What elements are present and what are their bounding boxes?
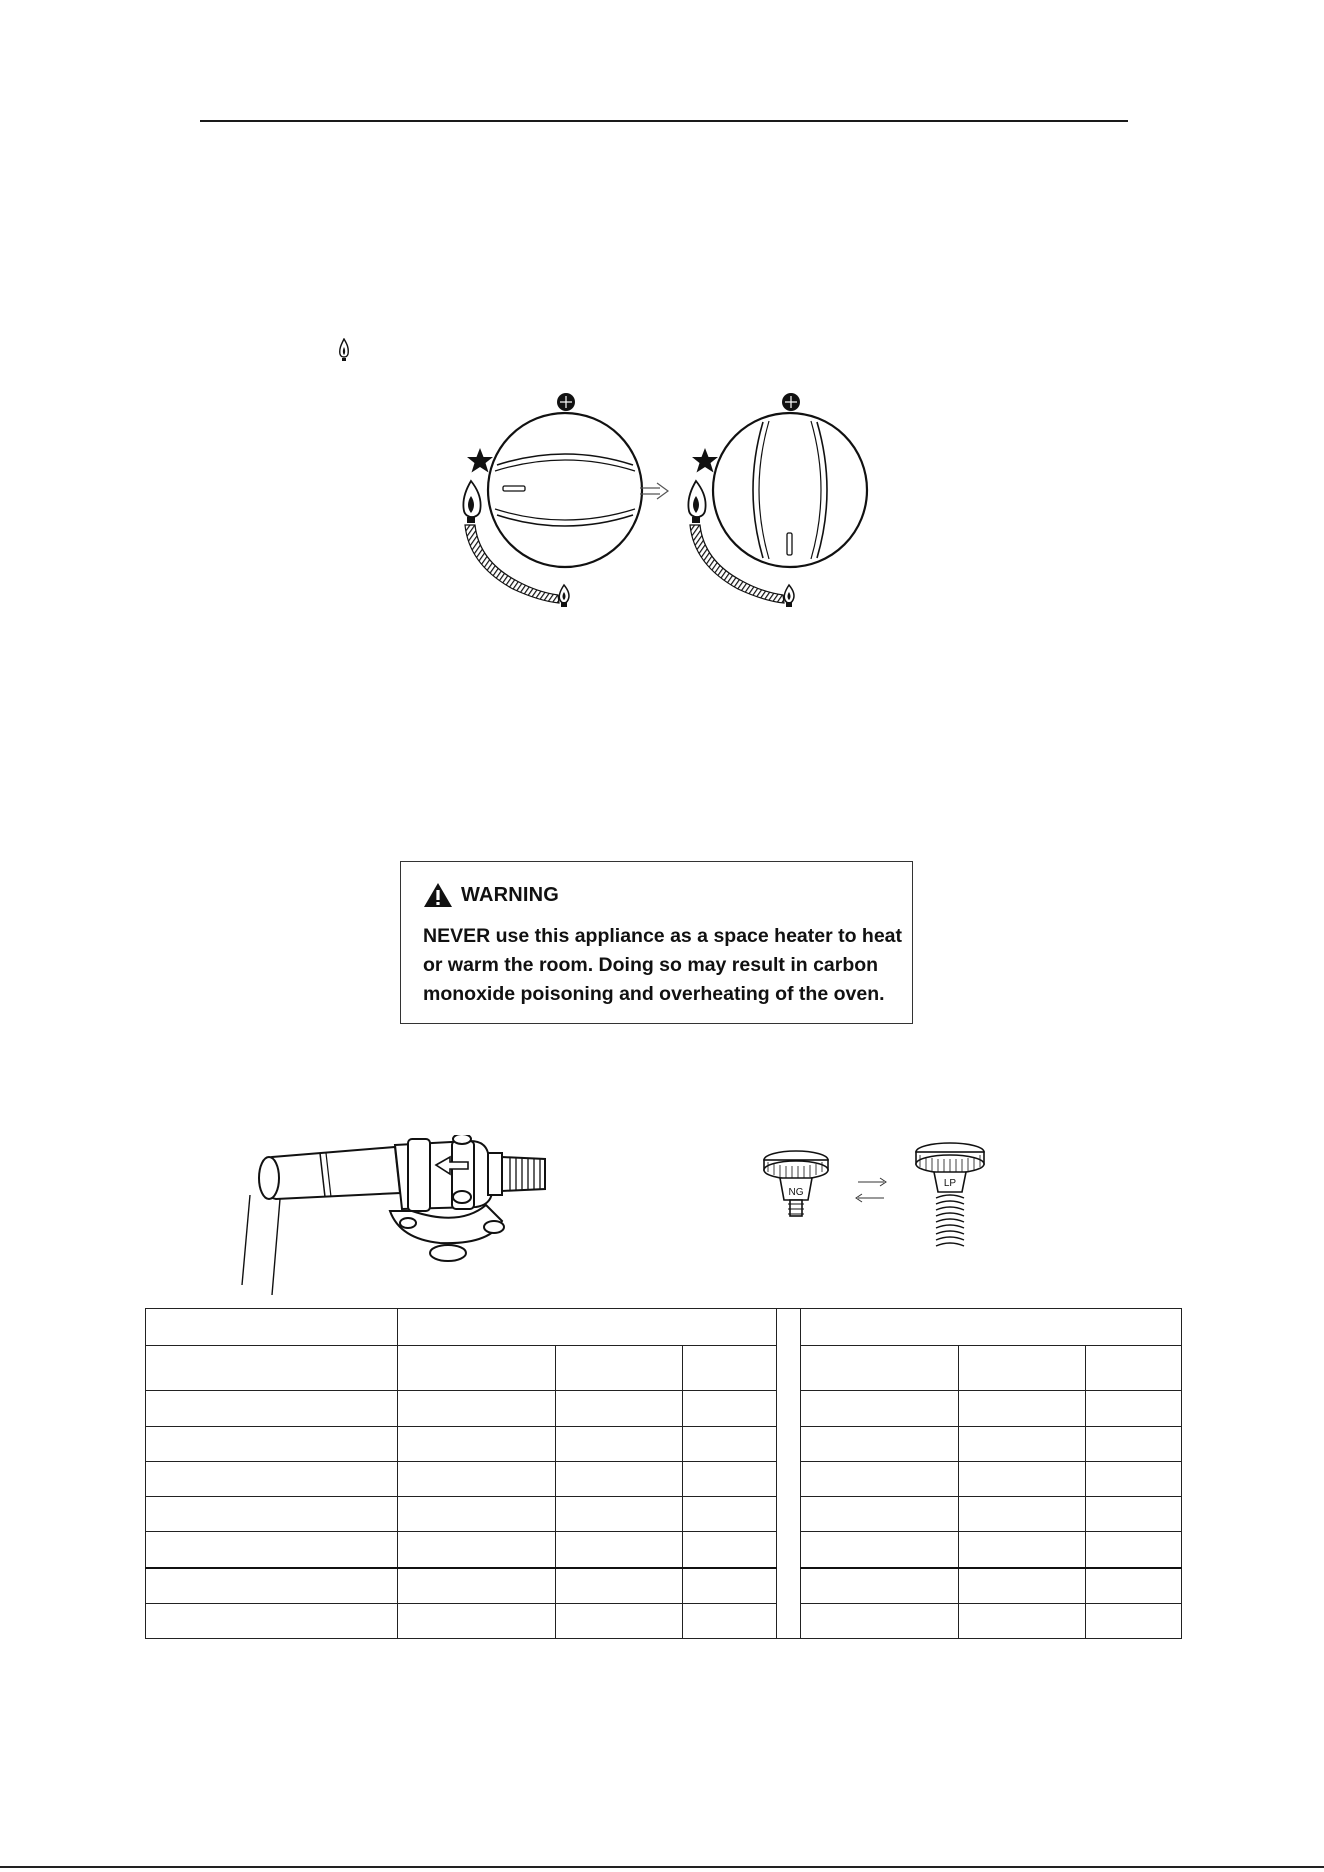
table-cell	[801, 1603, 959, 1638]
table-cell	[1086, 1568, 1182, 1604]
ng-label: NG	[788, 1187, 804, 1198]
rotation-arrow-icon	[640, 483, 668, 499]
knob-rotation-figure	[455, 385, 875, 615]
table-row	[146, 1391, 1182, 1426]
table-cell	[801, 1391, 959, 1426]
table-cell	[556, 1426, 683, 1461]
table-cell	[556, 1568, 683, 1604]
table-cell	[146, 1309, 398, 1346]
table-cell	[398, 1568, 556, 1604]
warning-line: or warm the room. Doing so may result in carbon	[423, 954, 879, 976]
gas-valve-figure	[240, 1135, 620, 1295]
table-cell	[959, 1568, 1086, 1604]
table-cell	[398, 1346, 556, 1391]
table-cell	[146, 1603, 398, 1638]
orifice-conversion-figure	[750, 1140, 1020, 1260]
header-rule	[200, 120, 1128, 122]
table-row	[146, 1568, 1182, 1604]
knob-left	[463, 393, 642, 607]
table-cell	[146, 1461, 398, 1496]
table-row	[146, 1346, 1182, 1391]
table-row	[146, 1309, 1182, 1346]
table-row	[146, 1532, 1182, 1568]
table-cell	[683, 1346, 777, 1391]
table-cell	[1086, 1532, 1182, 1568]
table-cell	[683, 1568, 777, 1604]
knob-indicator	[787, 533, 792, 555]
table-cell	[683, 1603, 777, 1638]
warning-text	[423, 922, 903, 1009]
table-cell	[683, 1497, 777, 1532]
table-row	[146, 1461, 1182, 1496]
footer-rule	[0, 1866, 1324, 1868]
table-cell	[398, 1461, 556, 1496]
table-cell	[146, 1497, 398, 1532]
table-cell	[146, 1391, 398, 1426]
table-cell	[556, 1346, 683, 1391]
lp-orifice	[916, 1143, 984, 1246]
table-cell	[146, 1568, 398, 1604]
table-cell	[146, 1532, 398, 1568]
table-cell	[801, 1426, 959, 1461]
ng-orifice	[764, 1151, 828, 1216]
ignite-star-icon	[467, 448, 493, 473]
table-cell	[556, 1532, 683, 1568]
table-row	[146, 1426, 1182, 1461]
table-cell	[146, 1346, 398, 1391]
high-flame-icon	[688, 481, 705, 523]
knob-indicator	[503, 486, 525, 491]
table-cell	[398, 1497, 556, 1532]
table-cell	[683, 1461, 777, 1496]
table-cell	[959, 1461, 1086, 1496]
warning-triangle-icon	[423, 882, 453, 908]
table-cell	[1086, 1426, 1182, 1461]
ignite-star-icon	[692, 448, 718, 473]
table-cell	[398, 1532, 556, 1568]
table-cell	[959, 1497, 1086, 1532]
table-cell	[683, 1532, 777, 1568]
table-cell	[959, 1346, 1086, 1391]
table-cell	[801, 1461, 959, 1496]
table-cell	[398, 1426, 556, 1461]
warning-title: WARNING	[461, 883, 560, 906]
warning-line: NEVER use this appliance as a space heater to heat	[423, 925, 903, 947]
table-cell	[801, 1568, 959, 1604]
table-cell	[801, 1497, 959, 1532]
table-cell	[1086, 1391, 1182, 1426]
table-cell	[683, 1391, 777, 1426]
table-cell	[801, 1309, 1182, 1346]
table-cell	[683, 1426, 777, 1461]
table-cell	[801, 1532, 959, 1568]
table-cell	[1086, 1497, 1182, 1532]
table-row	[146, 1603, 1182, 1638]
flame-icon	[338, 338, 350, 362]
table-cell	[801, 1346, 959, 1391]
table-cell	[1086, 1461, 1182, 1496]
swap-arrows-icon	[856, 1178, 886, 1202]
warning-box	[400, 861, 913, 1024]
high-flame-icon	[463, 481, 480, 523]
low-flame-icon	[559, 585, 569, 607]
table-cell	[959, 1603, 1086, 1638]
table-cell	[398, 1309, 777, 1346]
table-cell	[959, 1426, 1086, 1461]
lp-label: LP	[943, 1178, 957, 1189]
table-cell	[556, 1497, 683, 1532]
low-flame-icon	[784, 585, 794, 607]
table-row	[146, 1497, 1182, 1532]
table-gap-cell	[777, 1309, 801, 1639]
knob-right	[688, 393, 867, 607]
table-cell	[959, 1391, 1086, 1426]
warning-heading	[423, 880, 892, 910]
table-cell	[1086, 1346, 1182, 1391]
table-cell	[556, 1603, 683, 1638]
table-cell	[959, 1532, 1086, 1568]
table-cell	[146, 1426, 398, 1461]
table-cell	[398, 1391, 556, 1426]
table-cell	[556, 1461, 683, 1496]
warning-line: monoxide poisoning and overheating of the oven.	[423, 983, 885, 1005]
table-cell	[398, 1603, 556, 1638]
table-cell	[1086, 1603, 1182, 1638]
specification-table	[145, 1308, 1182, 1639]
table-cell	[556, 1391, 683, 1426]
